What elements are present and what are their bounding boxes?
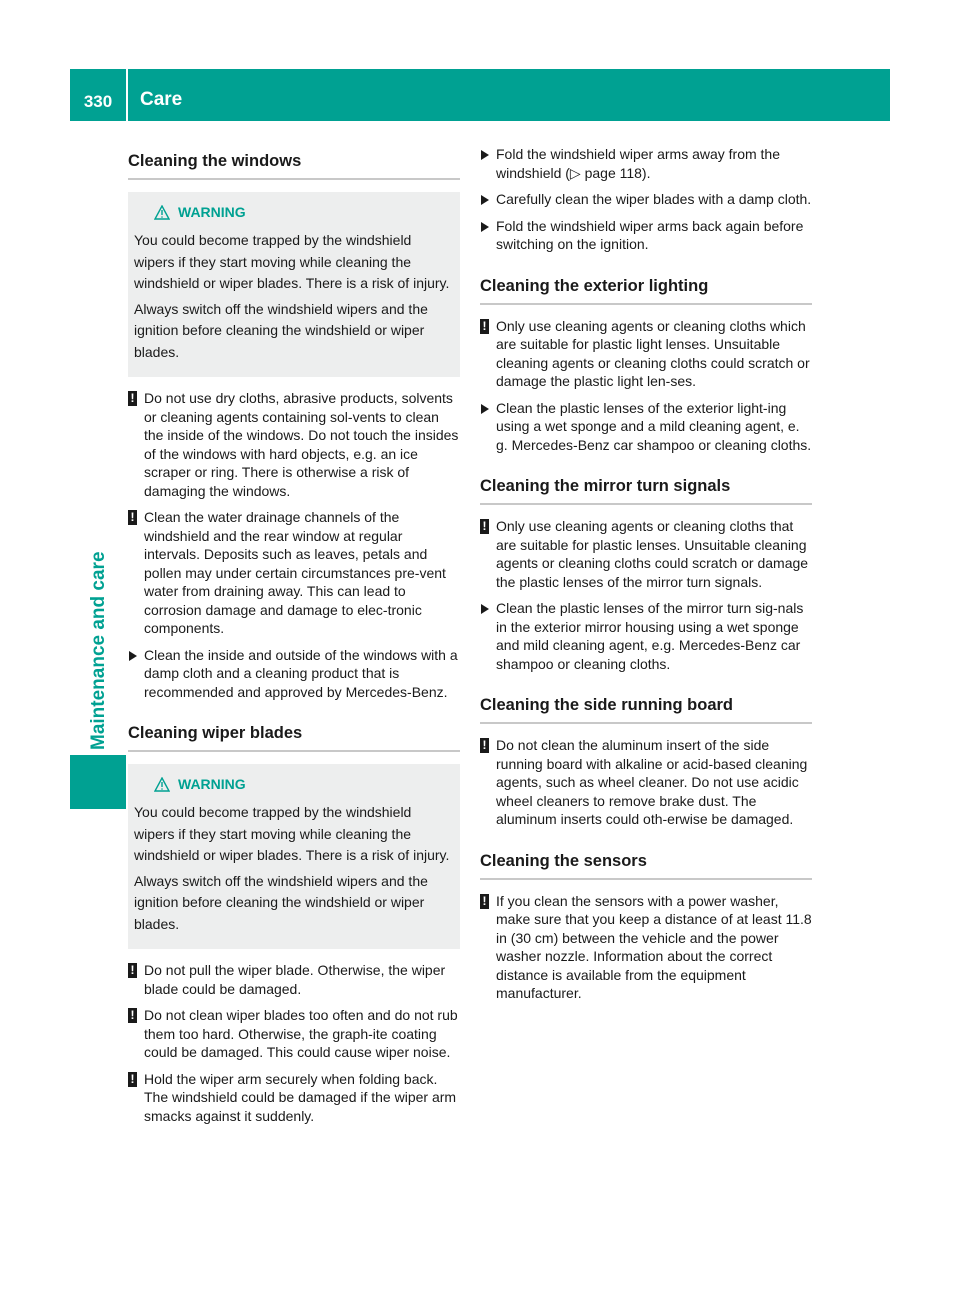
note-item — [480, 736, 812, 829]
page-title: Care — [140, 89, 183, 110]
step-text: Fold the windshield wiper arms back again before switching on the ignition. — [496, 217, 804, 252]
page-number: 330 — [83, 92, 113, 111]
side-tab-block — [70, 755, 126, 809]
exclamation-icon: ! — [128, 391, 137, 406]
note-item — [480, 892, 812, 1003]
step-item — [480, 190, 812, 209]
note-item — [480, 517, 812, 591]
exclamation-icon: ! — [128, 1072, 137, 1087]
exclamation-icon: ! — [480, 894, 489, 909]
note-text: Do not clean the aluminum insert of the side running board with alkaline or acid-based cleaning agents, such as wheel cleaner. Do not use acidic wheel cleaners to remove brake dust. The aluminum inserts could oth-erwise be damaged. — [496, 737, 808, 827]
section-heading-exterior-lighting: Cleaning the exterior lighting — [480, 270, 812, 305]
warning-text: Always switch off the windshield wipers and the ignition before cleaning the windshield or wiper blades. — [134, 300, 428, 360]
step-item — [480, 399, 812, 455]
side-tab-label: Maintenance and care — [88, 551, 109, 750]
step-item — [480, 145, 812, 182]
arrow-right-icon — [129, 651, 137, 661]
step-item — [480, 217, 812, 254]
section-heading-side-running-board: Cleaning the side running board — [480, 689, 812, 724]
warning-title: WARNING — [178, 776, 246, 792]
note-item — [128, 1070, 460, 1126]
note-item — [128, 508, 460, 638]
exclamation-icon: ! — [128, 963, 137, 978]
note-text: Do not pull the wiper blade. Otherwise, the wiper blade could be damaged. — [144, 962, 446, 997]
note-text: Clean the water drainage channels of the windshield and the rear window at regular intervals. Deposits such as leaves, petals and pollen may under certain circumstances pre-vent water from draining away. This can lead to corrosion damage and damage to elec-tronic components. — [144, 509, 446, 636]
exclamation-icon: ! — [128, 510, 137, 525]
exclamation-icon: ! — [480, 738, 489, 753]
step-text: Carefully clean the wiper blades with a damp cloth. — [496, 191, 812, 207]
step-text: Clean the plastic lenses of the exterior light-ing using a wet sponge and a mild cleaning agent, e. g. Mercedes-Benz car shampoo or cleaning cloths. — [496, 399, 812, 453]
step-item — [128, 646, 460, 702]
note-text: Do not clean wiper blades too often and do not rub them too hard. Otherwise, the graph-ite coating could be damaged. This could cause wiper noise. — [144, 1007, 458, 1060]
step-text: Clean the inside and outside of the windows with a damp cloth and a cleaning product that is recommended and approved by Mercedes-Benz. — [144, 646, 458, 700]
step-text: Fold the windshield wiper arms away from the windshield (▷ page 118). — [496, 146, 781, 181]
arrow-right-icon — [481, 195, 489, 205]
arrow-right-icon — [481, 150, 489, 160]
arrow-right-icon — [481, 604, 489, 614]
note-item — [480, 317, 812, 391]
section-heading-windows: Cleaning the windows — [128, 145, 460, 180]
note-text: Hold the wiper arm securely when folding back. The windshield could be damaged if the wiper arm smacks against it suddenly. — [144, 1070, 457, 1124]
warning-box-windows — [128, 192, 460, 377]
left-column — [128, 145, 460, 1133]
note-text: If you clean the sensors with a power washer, make sure that you keep a distance of at least 11.8 in (30 cm) between the vehicle and the power washer nozzle. Information about the correct distance is available from the equipment manufacturer. — [496, 892, 812, 1001]
note-item — [128, 961, 460, 998]
note-text: Do not use dry cloths, abrasive products, solvents or cleaning agents containing sol-vents to clean the inside of the windows. Do not touch the insides of the windows with hard objects, e.g. an ice scraper or ring. There is otherwise a risk of damaging the windows. — [144, 390, 459, 499]
exclamation-icon: ! — [480, 519, 489, 534]
warning-text: Always switch off the windshield wipers and the ignition before cleaning the windshield or wiper blades. — [134, 872, 428, 932]
step-item — [480, 599, 812, 673]
arrow-right-icon — [481, 404, 489, 414]
warning-title: WARNING — [178, 204, 246, 220]
note-item — [128, 1006, 460, 1062]
section-heading-wipers: Cleaning wiper blades — [128, 717, 460, 752]
arrow-right-icon — [481, 222, 489, 232]
warning-text: You could become trapped by the windshield wipers if they start moving while cleaning the windshield or wiper blades. There is a risk of injury. — [134, 232, 450, 291]
warning-box-wipers — [128, 764, 460, 949]
warning-triangle-icon — [154, 777, 170, 792]
header-divider — [126, 69, 128, 121]
section-heading-mirror-turn-signals: Cleaning the mirror turn signals — [480, 470, 812, 505]
note-item — [128, 389, 460, 500]
header-bar — [70, 69, 890, 121]
exclamation-icon: ! — [480, 319, 489, 334]
note-text: Only use cleaning agents or cleaning cloths that are suitable for plastic lenses. Unsuitable cleaning agents or cleaning cloths could scratch or damage the plastic lenses of the mirror turn signals. — [496, 518, 809, 590]
right-column — [480, 145, 812, 1011]
note-text: Only use cleaning agents or cleaning cloths which are suitable for plastic light lenses. Unsuitable cleaning agents or cleaning cloths could scratch or damage the plastic light len-ses. — [496, 317, 810, 389]
step-text: Clean the plastic lenses of the mirror turn sig-nals in the exterior mirror housing using a wet sponge and mild cleaning agent, e.g. Mercedes-Benz car shampoo or cleaning cloths. — [496, 600, 804, 672]
warning-text: You could become trapped by the windshield wipers if they start moving while cleaning the windshield or wiper blades. There is a risk of injury. — [134, 804, 450, 863]
section-heading-sensors: Cleaning the sensors — [480, 845, 812, 880]
warning-triangle-icon — [154, 205, 170, 220]
exclamation-icon: ! — [128, 1008, 137, 1023]
